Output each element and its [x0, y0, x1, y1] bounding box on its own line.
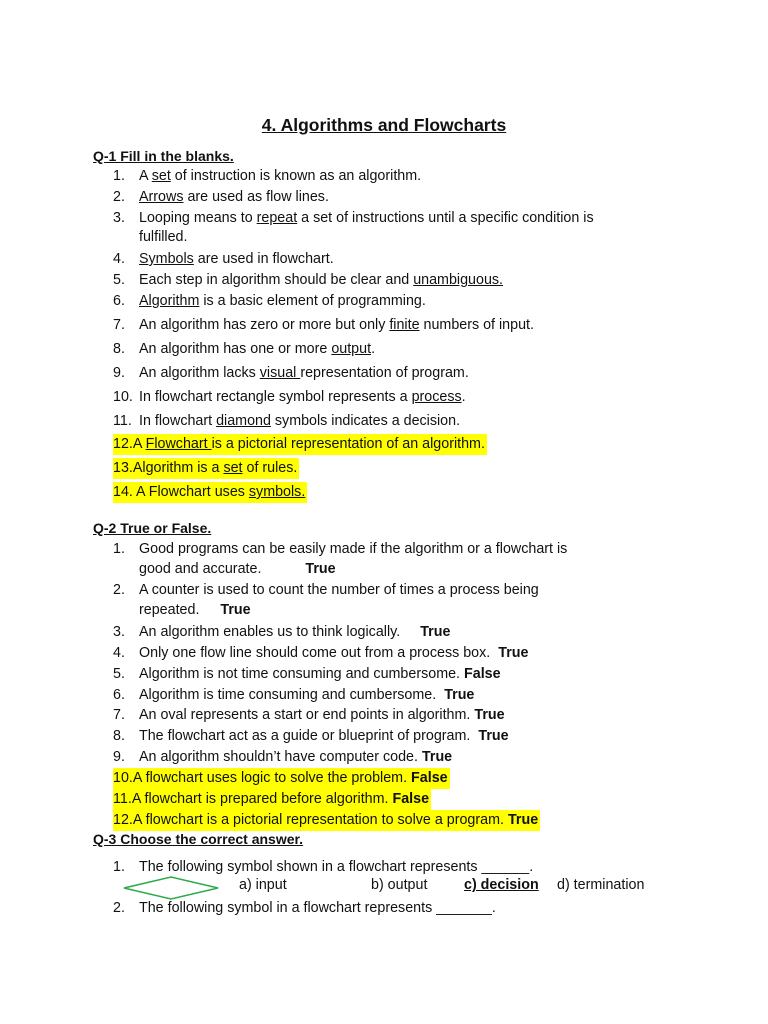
- q2-item: 5. Algorithm is not time consuming and cumbersome. False: [113, 666, 501, 682]
- q2-item: 6. Algorithm is time consuming and cumbersome. True: [113, 687, 475, 703]
- q2-item-highlighted: 11.A flowchart is prepared before algorithm. False: [113, 789, 431, 810]
- q1-item: 2. Arrows are used as flow lines.: [113, 189, 329, 205]
- q1-item: 3. Looping means to repeat a set of instructions until a specific condition is: [113, 210, 594, 226]
- page-title: 4. Algorithms and Flowcharts: [261, 115, 507, 135]
- q1-item-highlighted: 14. A Flowchart uses symbols.: [113, 482, 307, 503]
- q3-item: 1. The following symbol shown in a flowchart represents ______.: [113, 859, 534, 875]
- q1-item: 7. An algorithm has zero or more but only finite numbers of input.: [113, 317, 534, 333]
- option-c-selected: c) decision: [464, 877, 539, 893]
- q2-item: 8. The flowchart act as a guide or blueprint of program. True: [113, 728, 509, 744]
- q1-item: 1. A set of instruction is known as an algorithm.: [113, 168, 422, 184]
- q2-item-highlighted: 10.A flowchart uses logic to solve the problem. False: [113, 768, 450, 789]
- q2-item: 7. An oval represents a start or end points in algorithm. True: [113, 707, 505, 723]
- q2-heading: Q-2 True or False.: [93, 520, 212, 536]
- q1-item: 4. Symbols are used in flowchart.: [113, 251, 334, 267]
- q2-item: 4. Only one flow line should come out from a process box. True: [113, 645, 529, 661]
- q1-item: 5. Each step in algorithm should be clear and unambiguous.: [113, 272, 504, 288]
- q1-item: 6. Algorithm is a basic element of programming.: [113, 293, 426, 309]
- option-a: a) input: [239, 877, 287, 893]
- q2-item: 9. An algorithm shouldn’t have computer code. True: [113, 749, 453, 765]
- q1-item: 11. In flowchart diamond symbols indicates a decision.: [113, 413, 461, 429]
- q1-item-continuation: fulfilled.: [139, 229, 188, 245]
- q2-item: 1. Good programs can be easily made if the algorithm or a flowchart is: [113, 541, 568, 557]
- q2-item-continuation: good and accurate. True: [139, 561, 336, 577]
- q1-item: 9. An algorithm lacks visual representation of program.: [113, 365, 469, 381]
- q1-item: 10. In flowchart rectangle symbol represents a process.: [113, 389, 466, 405]
- q1-item-highlighted: 13.Algorithm is a set of rules.: [113, 458, 299, 479]
- q1-item-highlighted: 12.A Flowchart is a pictorial representation of an algorithm.: [113, 434, 487, 455]
- option-d: d) termination: [557, 877, 645, 893]
- q1-heading: Q-1 Fill in the blanks.: [93, 148, 234, 164]
- q2-item: 2. A counter is used to count the number of times a process being: [113, 582, 539, 598]
- q2-item: 3. An algorithm enables us to think logically. True: [113, 624, 451, 640]
- q2-item-continuation: repeated. True: [139, 602, 251, 618]
- q3-item: 2. The following symbol in a flowchart represents _______.: [113, 900, 496, 916]
- option-b: b) output: [371, 877, 428, 893]
- q3-heading: Q-3 Choose the correct answer.: [93, 831, 304, 847]
- q1-item: 8. An algorithm has one or more output.: [113, 341, 376, 357]
- q2-item-highlighted: 12.A flowchart is a pictorial representation to solve a program. True: [113, 810, 540, 831]
